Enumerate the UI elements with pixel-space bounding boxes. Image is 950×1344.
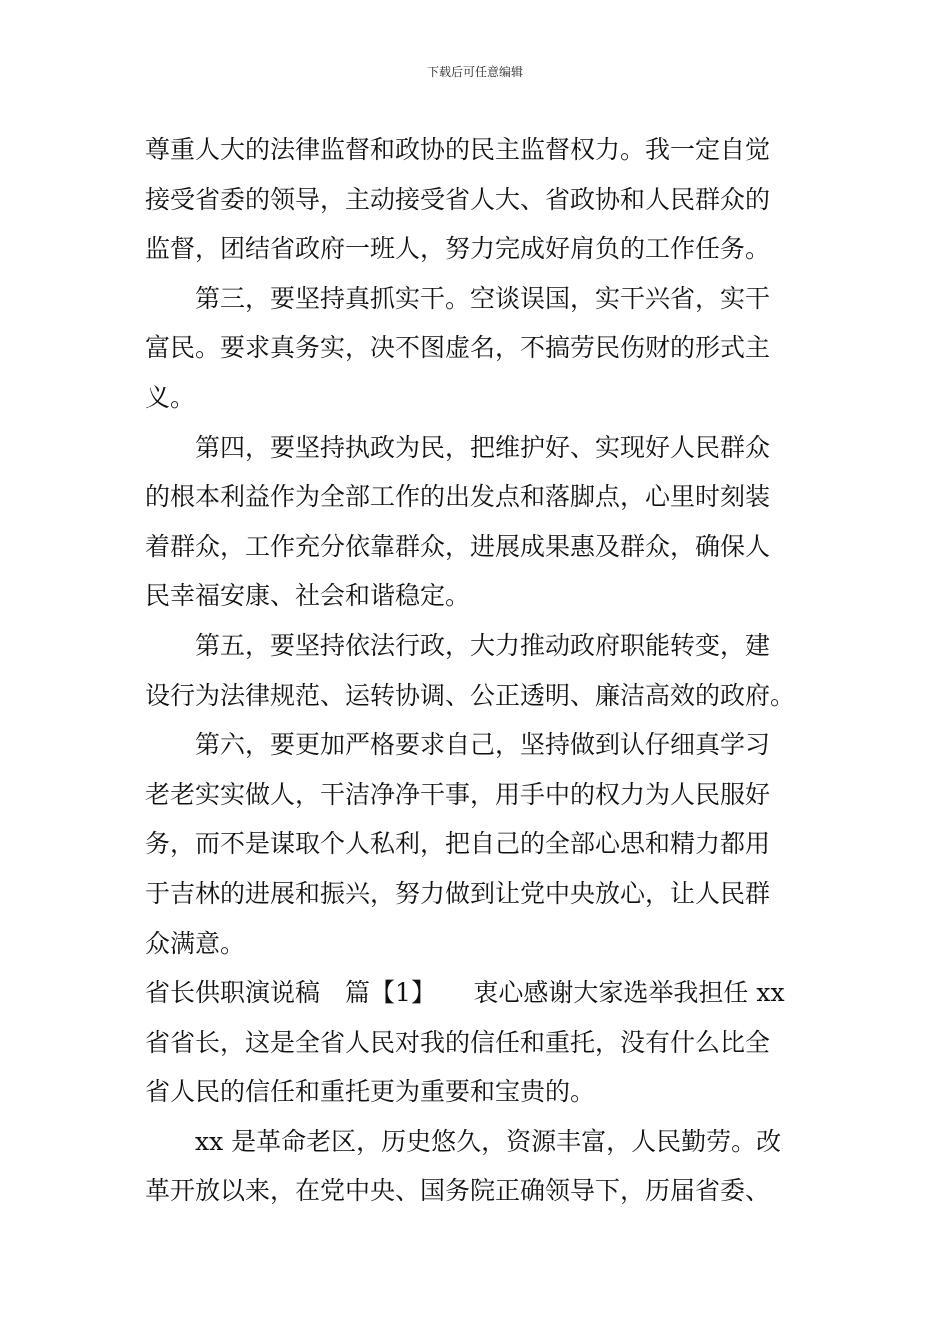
text-line: 着群众，工作充分依靠群众，进展成果惠及群众，确保人 — [145, 531, 771, 561]
text-line: 设行为法律规范、运转协调、公正透明、廉洁高效的政府。 — [145, 680, 796, 710]
text-line: 众满意。 — [145, 928, 246, 958]
text-line: 务，而不是谋取个人私利，把自己的全部心思和精力都用 — [145, 829, 771, 859]
text-line: 接受省委的领导，主动接受省人大、省政协和人民群众的 — [145, 184, 771, 214]
text-line: 于吉林的进展和振兴，努力做到让党中央放心，让人民群 — [145, 878, 771, 908]
paragraph-first-line: 第四，要坚持执政为民，把维护好、实现好人民群众 — [195, 432, 771, 462]
section-title-line: 省长供职演说稿 篇【1】 衷心感谢大家选举我担任 xx — [145, 978, 785, 1008]
text-line: 民幸福安康、社会和谐稳定。 — [145, 581, 471, 611]
paragraph-first-line: 第五，要坚持依法行政，大力推动政府职能转变，建 — [195, 630, 771, 660]
text-line: 的根本利益作为全部工作的出发点和落脚点，心里时刻装 — [145, 482, 771, 512]
text-line: 革开放以来，在党中央、国务院正确领导下，历届省委、 — [145, 1176, 771, 1206]
document-body — [145, 125, 815, 1216]
page-header: 下载后可任意编辑 — [426, 65, 523, 79]
text-line: 富民。要求真务实，决不图虚名，不搞劳民伤财的形式主 — [145, 333, 771, 363]
text-line: 义。 — [145, 382, 196, 412]
text-line: 尊重人大的法律监督和政协的民主监督权力。我一定自觉 — [145, 135, 771, 164]
text-line: 省省长，这是全省人民对我的信任和重托，没有什么比全 — [145, 1027, 771, 1057]
text-line: 老老实实做人，干洁净净干事，用手中的权力为人民服好 — [145, 779, 771, 809]
text-line: 省人民的信任和重托更为重要和宝贵的。 — [145, 1077, 596, 1107]
paragraph-first-line: xx 是革命老区，历史悠久，资源丰富，人民勤劳。改 — [195, 1126, 782, 1156]
text-line: 监督，团结省政府一班人，努力完成好肩负的工作任务。 — [145, 234, 771, 264]
paragraph-first-line: 第六，要更加严格要求自己，坚持做到认仔细真学习 — [195, 730, 771, 760]
paragraph-first-line: 第三，要坚持真抓实干。空谈误国，实干兴省，实干 — [195, 283, 771, 313]
